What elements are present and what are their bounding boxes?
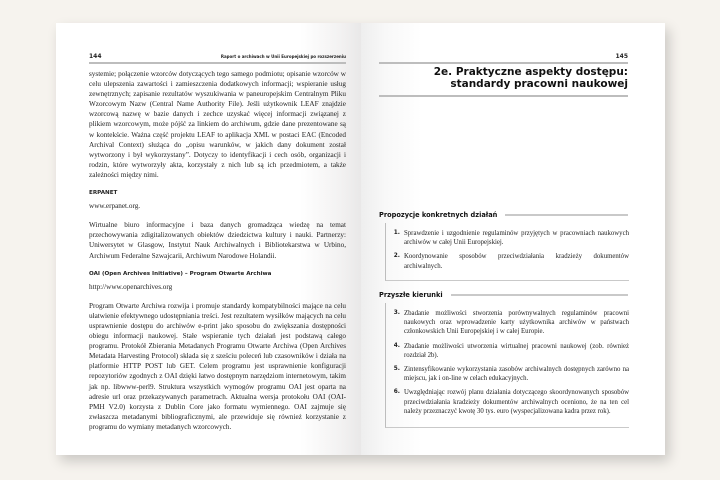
heading-rule bbox=[451, 294, 628, 296]
item-text: Uwzględniając rozwój planu działania dotyczącego skoordynowanych sposobów przeciwdziałania kradzieży dokumentów archiwalnych oceniono, że na ten cel należy przeznaczyć kwotę 30 tys. euro (wyspecjalizowana kadra przez rok). bbox=[404, 389, 629, 415]
section-heading: OAI (Open Archives Initiative) – Program Otwarte Archiwa bbox=[89, 270, 272, 277]
item-text: Zintensyfikowanie wykorzystania zasobów archiwalnych dostępnych zarówno na miejscu, jak i on-line w celach edukacyjnych. bbox=[404, 366, 629, 383]
box-heading bbox=[379, 291, 628, 299]
box-heading-text: Przyszłe kierunki bbox=[379, 291, 443, 299]
item-text: Koordynowanie sposobów przeciwdziałania kradzieży dokumentów archiwalnych. bbox=[404, 253, 629, 270]
item-number: 1. bbox=[393, 230, 400, 236]
list-item bbox=[386, 388, 629, 416]
page-number: 145 bbox=[615, 53, 628, 60]
chapter-title bbox=[434, 66, 628, 90]
item-number: 2. bbox=[393, 253, 400, 260]
item-number: 3. bbox=[393, 310, 400, 316]
box-heading-text: Propozycje konkretnych działań bbox=[379, 211, 498, 219]
section-heading: ERPANET bbox=[89, 190, 118, 197]
header-rule bbox=[379, 62, 628, 64]
item-number: 5. bbox=[393, 366, 400, 373]
chapter-title-line: standardy pracowni naukowej bbox=[450, 78, 628, 90]
heading-rule bbox=[505, 214, 628, 216]
section-url: http://www.openarchives.org bbox=[89, 282, 173, 291]
left-page bbox=[56, 23, 361, 455]
box-heading bbox=[379, 211, 628, 219]
book-spread bbox=[56, 23, 665, 455]
proposals-box bbox=[385, 223, 629, 281]
chapter-title-line: 2e. Praktyczne aspekty dostępu: bbox=[433, 66, 628, 78]
paragraph: Wirtualne biuro informacyjne i baza danych gromadząca wiedzę na temat przechowywania zdigitalizowanych obiektów dziedzictwa kultury i nauki. Partnerzy: Uniwersytet w Glasgow, Instytut Nauk Archiwalnych i Bibliotekarstwa w Urbino, Archiwum Federalne Szwajcarii, Archiwum Narodowe Holandii. bbox=[89, 221, 346, 260]
list-item bbox=[386, 342, 629, 360]
list-item bbox=[386, 229, 629, 247]
list-item bbox=[386, 309, 629, 337]
item-text: Zbadanie możliwości stworzenia porównywalnych regulaminów pracowni naukowych oraz wprowadzenie karty użytkownika archiwów w państwach członkowskich Unii Europejskiej i w całej Europie. bbox=[404, 310, 629, 336]
right-page bbox=[361, 23, 665, 455]
item-text: Zbadanie możliwości utworzenia wirtualnej pracowni naukowej (zob. również rozdział 2b). bbox=[404, 342, 629, 359]
list-item bbox=[386, 365, 629, 383]
title-rule bbox=[379, 95, 628, 97]
left-body-text bbox=[89, 69, 346, 440]
future-directions-box bbox=[385, 303, 629, 428]
header-rule bbox=[89, 62, 346, 64]
section-url: www.erpanet.org. bbox=[89, 202, 141, 211]
paragraph: systemie; połączenie wzorców dotyczących tego samego podmiotu; opisanie wzorców w celu ulepszenia zawartości i zamieszczenia dodatkowych informacji; wspieranie usług zewnętrznych; zapisanie rezultatów wyszukiwania w paneuropejskim Centralnym Pliku Wzorcowym Nazw (Central Name Authority File). Jeśli użytkownik LEAF znajdzie wzorcową nazwę w bazie danych i zechce uzyskać więcej informacji związanej z plikiem wzorcowym, może pójść za linkiem do archiwum, gdzie dane prezentowane są w kontekście. Ważna część projektu LEAF to aplikacja XML w postaci EAC (Encoded Archival Context) służąca do „opisu warunków, w jakich dany dokument został wytworzony i był wykorzystany”. Dotyczy to identyfikacji i cech osób, organizacji i rodzin, które wytworzyły akta, korzystały z nich lub są ich przedmiotem, a także zależności między nimi. bbox=[89, 70, 346, 179]
item-number: 6. bbox=[393, 389, 400, 396]
list-item bbox=[386, 252, 629, 270]
page-number: 144 bbox=[89, 53, 102, 60]
running-head: Raport o archiwach w Unii Europejskiej po rozszerzeniu bbox=[220, 54, 346, 59]
paragraph: Program Otwarte Archiwa rozwija i promuje standardy kompatybilności mające na celu ułatwienie efektywnego udostępniania treści. Jest rezultatem wysiłków mających na celu usprawnienie dostępu do archiwów e-print jako sposobu do zwiększania dostępności obiegu informacji naukowej. Stałe wspieranie tych działań jest podstawą całego programu. Protokół Zbierania Metadanych Programu Otwarte Archiwa (Open Archives Metadata Harvesting Protocol) składa się z sześciu poleceń lub czasowników i działa na platformie HTTP POST lub GET. Celem programu jest usprawnienie konfiguracji repozytoriów zgodnych z OAI dzięki łatwo dostępnym narzędziom internetowym, takim jak np. libwww-perl9. Struktura wszystkich wymogów programu OAI jest oparta na adresie url oraz przekazywanych parametrach. Aktualna wersja protokołu OAI (OAI-PMH V2.0) korzysta z Dublin Core jako formatu wymiennego. OAI zajmuje się zwłaszcza metadanymi bibliograficznymi, ale przewiduje się również korzystanie z programu do wymiany metadanych wzorcowych. bbox=[89, 301, 346, 431]
item-number: 4. bbox=[393, 342, 400, 349]
item-text: Sprawdzenie i uzgodnienie regulaminów przyjętych w pracowniach naukowych archiwów w całej Unii Europejskiej. bbox=[404, 230, 629, 247]
